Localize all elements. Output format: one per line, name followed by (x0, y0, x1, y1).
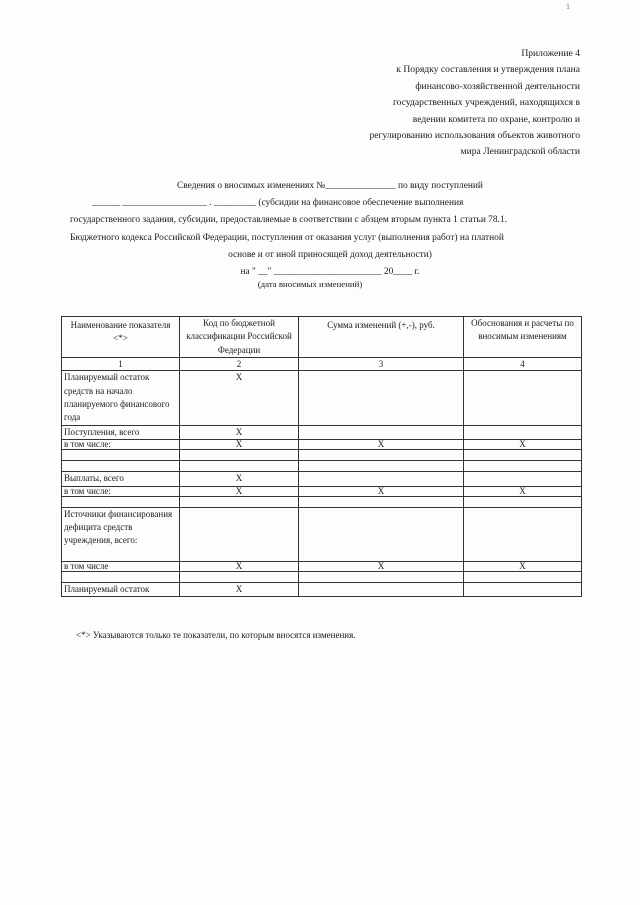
table-cell (180, 496, 299, 507)
table-cell (464, 571, 582, 582)
row-label: Выплаты, всего (62, 472, 180, 486)
table-cell: X (299, 486, 464, 496)
table-cell (180, 450, 299, 461)
appendix-line: мира Ленинградской области (460, 146, 580, 158)
table-cell (464, 425, 582, 439)
table-cell: X (180, 582, 299, 596)
column-number: 4 (464, 358, 582, 371)
table-cell: X (464, 486, 582, 496)
table-row (62, 425, 582, 439)
table-row (62, 561, 582, 571)
table-cell (464, 371, 582, 426)
row-label: в том числе: (62, 440, 180, 450)
row-label (62, 496, 180, 507)
heading-line: Сведения о вносимых изменениях №_______________ по виду поступлений (177, 181, 483, 191)
appendix-line: к Порядку составления и утверждения плана (396, 64, 580, 76)
table-cell: X (299, 561, 464, 571)
table-cell (299, 425, 464, 439)
table-cell (299, 571, 464, 582)
table-cell (464, 450, 582, 461)
table-cell: X (180, 472, 299, 486)
row-label (62, 461, 180, 472)
column-number-row (62, 358, 582, 371)
table-cell (299, 461, 464, 472)
table-row (62, 582, 582, 596)
table-cell (180, 571, 299, 582)
table-cell (464, 496, 582, 507)
row-label (62, 450, 180, 461)
table-cell: X (180, 371, 299, 426)
table-cell (464, 461, 582, 472)
table-cell: X (180, 425, 299, 439)
appendix-line: Приложение 4 (521, 48, 580, 59)
page-corner-mark: 1 (566, 2, 570, 11)
column-header: Наименование показателя <*> (62, 317, 180, 358)
table-cell: X (299, 440, 464, 450)
row-label: Источники финансирования дефицита средств учреждения, всего: (62, 507, 180, 561)
table-row (62, 472, 582, 486)
table-cell (299, 450, 464, 461)
row-label: Планируемый остаток (62, 582, 180, 596)
column-header: Обоснования и расчеты по вносимым изменениям (464, 317, 582, 358)
column-header: Код по бюджетной классификации Российской Федерации (180, 317, 299, 358)
table-cell (299, 472, 464, 486)
table-cell: X (180, 486, 299, 496)
heading-line: государственного задания, субсидии, предоставляемые в соответствии с абзцем вторым пункта 1 статьи 78.1. (70, 215, 507, 226)
column-number: 2 (180, 358, 299, 371)
table-cell (464, 582, 582, 596)
row-label: в том числе: (62, 486, 180, 496)
table-row (62, 461, 582, 472)
table-cell (299, 582, 464, 596)
date-caption: (дата вносимых изменений) (257, 279, 363, 290)
appendix-reference (280, 46, 580, 161)
table-cell (299, 496, 464, 507)
table-row (62, 371, 582, 426)
table-row (62, 486, 582, 496)
heading-line: основе и от иной приносящей доход деятельности) (228, 249, 432, 260)
changes-table (61, 316, 582, 597)
table-row (62, 496, 582, 507)
table-cell: X (180, 440, 299, 450)
appendix-line: государственных учреждений, находящихся в (392, 97, 580, 109)
appendix-line: финансово-хозяйственной деятельности (415, 80, 580, 92)
heading-line: Бюджетного кодекса Российской Федерации, поступления от оказания услуг (выполнения работ) на платной (70, 232, 504, 243)
row-label (62, 571, 180, 582)
table-cell (464, 472, 582, 486)
date-line: на " __" _______________________ 20____ г. (240, 267, 420, 278)
table-cell (180, 507, 299, 561)
column-number: 3 (299, 358, 464, 371)
row-label: Поступления, всего (62, 425, 180, 439)
heading-line: ______ __________________ . _________ (субсидии на финансовое обеспечение выполнения (92, 198, 464, 209)
appendix-line: ведении комитета по охране, контролю и (412, 113, 580, 125)
table-row (62, 507, 582, 561)
table-cell (464, 507, 582, 561)
row-label: Планируемый остаток средств на начало планируемого финансового года (62, 371, 180, 426)
table-cell (299, 371, 464, 426)
table-cell: X (464, 440, 582, 450)
column-header: Сумма изменений (+,-), руб. (299, 317, 464, 358)
appendix-line: регулированию использования объектов животного (369, 130, 580, 142)
table-cell: X (180, 561, 299, 571)
table-row (62, 450, 582, 461)
column-number: 1 (62, 358, 180, 371)
table-header-row (62, 317, 582, 358)
table-row (62, 440, 582, 450)
table-cell (299, 507, 464, 561)
footnote: <*> Указываются только те показатели, по которым вносятся изменения. (76, 630, 356, 640)
form-heading (70, 178, 590, 289)
row-label: в том числе (62, 561, 180, 571)
table-cell: X (464, 561, 582, 571)
table-row (62, 571, 582, 582)
table-cell (180, 461, 299, 472)
